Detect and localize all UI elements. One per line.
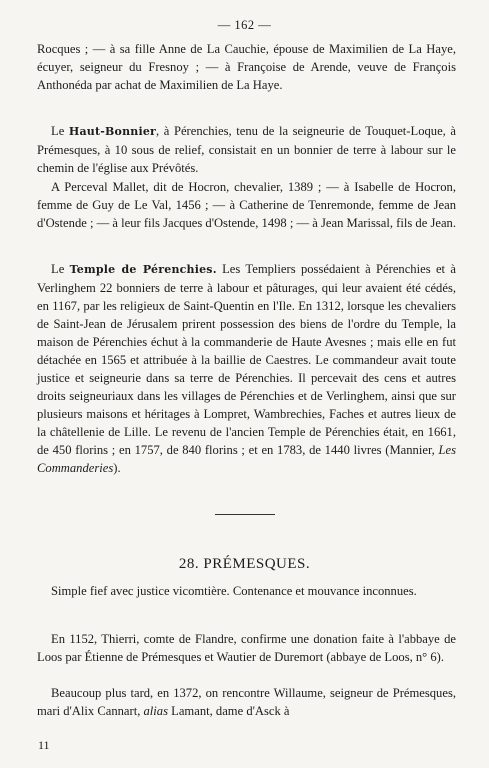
paragraph-temple	[37, 260, 456, 477]
paragraph-fief	[37, 582, 456, 600]
paragraph-holders	[37, 178, 456, 232]
section-heading: 28. PRÉMESQUES.	[178, 556, 311, 572]
page-number: — 162 —	[217, 18, 272, 32]
para7-text: Beaucoup plus tard, en 1372, on rencontre Willaume, seigneur de Prémesques, mari d'Alix Cannart,	[37, 686, 456, 718]
haut-bonnier-term: Haut-Bonnier	[68, 125, 157, 138]
para2-text: , à Pérenchies, tenu de la seigneurie de Touquet-Loque, à Prémesques, à 10 sous de relief, consistait en un bonnier de terre à labour sur le chemin de l'église aux Prévôtés.	[37, 124, 456, 175]
temple-term: Temple de Pérenchies.	[69, 263, 217, 276]
section-divider	[215, 514, 275, 515]
paragraph-1152	[37, 630, 456, 666]
para4-end: ).	[113, 461, 121, 475]
paragraph-1152-text: En 1152, Thierri, comte de Flandre, confirme une donation faite à l'abbaye de Loos par Étienne de Prémesques et Wautier de Duremort (abbaye de Loos, n° 6).	[37, 632, 456, 664]
paragraph-1	[37, 40, 456, 94]
para2-prefix: Le	[51, 124, 69, 138]
alias-word: alias	[143, 704, 168, 718]
paragraph-1-text: Rocques ; — à sa fille Anne de La Cauchie, épouse de Maximilien de La Haye, écuyer, seigneur du Fresnoy ; — à Françoise de Arende, veuve de François Anthonéda par achat de Maximilien de La Haye.	[37, 42, 456, 92]
para4-prefix: Le	[51, 262, 70, 276]
paragraph-holders-text: A Perceval Mallet, dit de Hocron, chevalier, 1389 ; — à Isabelle de Hocron, femme de Guy de Le Val, 1456 ; — à Catherine de Tenremonde, femme de Jean d'Ostende ; — à leur fils Jacques d'Ostende, 1498 ; — à Jean Marissal, fils de Jean.	[37, 180, 456, 230]
footer-signature-mark: 11	[38, 738, 50, 752]
para4-text: Les Templiers possédaient à Pérenchies et à Verlinghem 22 bonniers de terre à labour et pâturages, qui leur avaient été cédés, en 1167, par les religieux de Saint-Quentin en l'Ile. En 1312, lorsque les chevaliers de Saint-Jean de Jérusalem prirent possession des biens de l'ordre du Temple, la maison de Pérenchies échut à la commanderie de Haute Avesnes ; mais elle en fut détachée en 1565 et attribuée à la baillie de Caestres. Le commandeur avait toute justice et seigneurie dans sa terre de Pérenchies. Il percevait des cens et autres droits seigneuriaux dans les villages de Pérenchies et de Verlinghem, ainsi que sur plusieurs maisons et héritages à Lompret, Wambrechies, Faches et autres lieux de la châtellenie de Lille. Le revenu de l'ancien Temple de Pérenchies était, en 1661, de 450 florins ; en 1757, de 840 florins ; et en 1783, de 1440 livres (Mannier,	[37, 262, 457, 457]
para7-end: Lamant, dame d'Asck à	[168, 704, 290, 718]
paragraph-haut-bonnier	[37, 122, 456, 177]
paragraph-1372	[37, 684, 456, 720]
paragraph-fief-text: Simple fief avec justice vicomtière. Contenance et mouvance inconnues.	[51, 584, 417, 598]
citation-title: Les Commanderies	[37, 443, 456, 475]
